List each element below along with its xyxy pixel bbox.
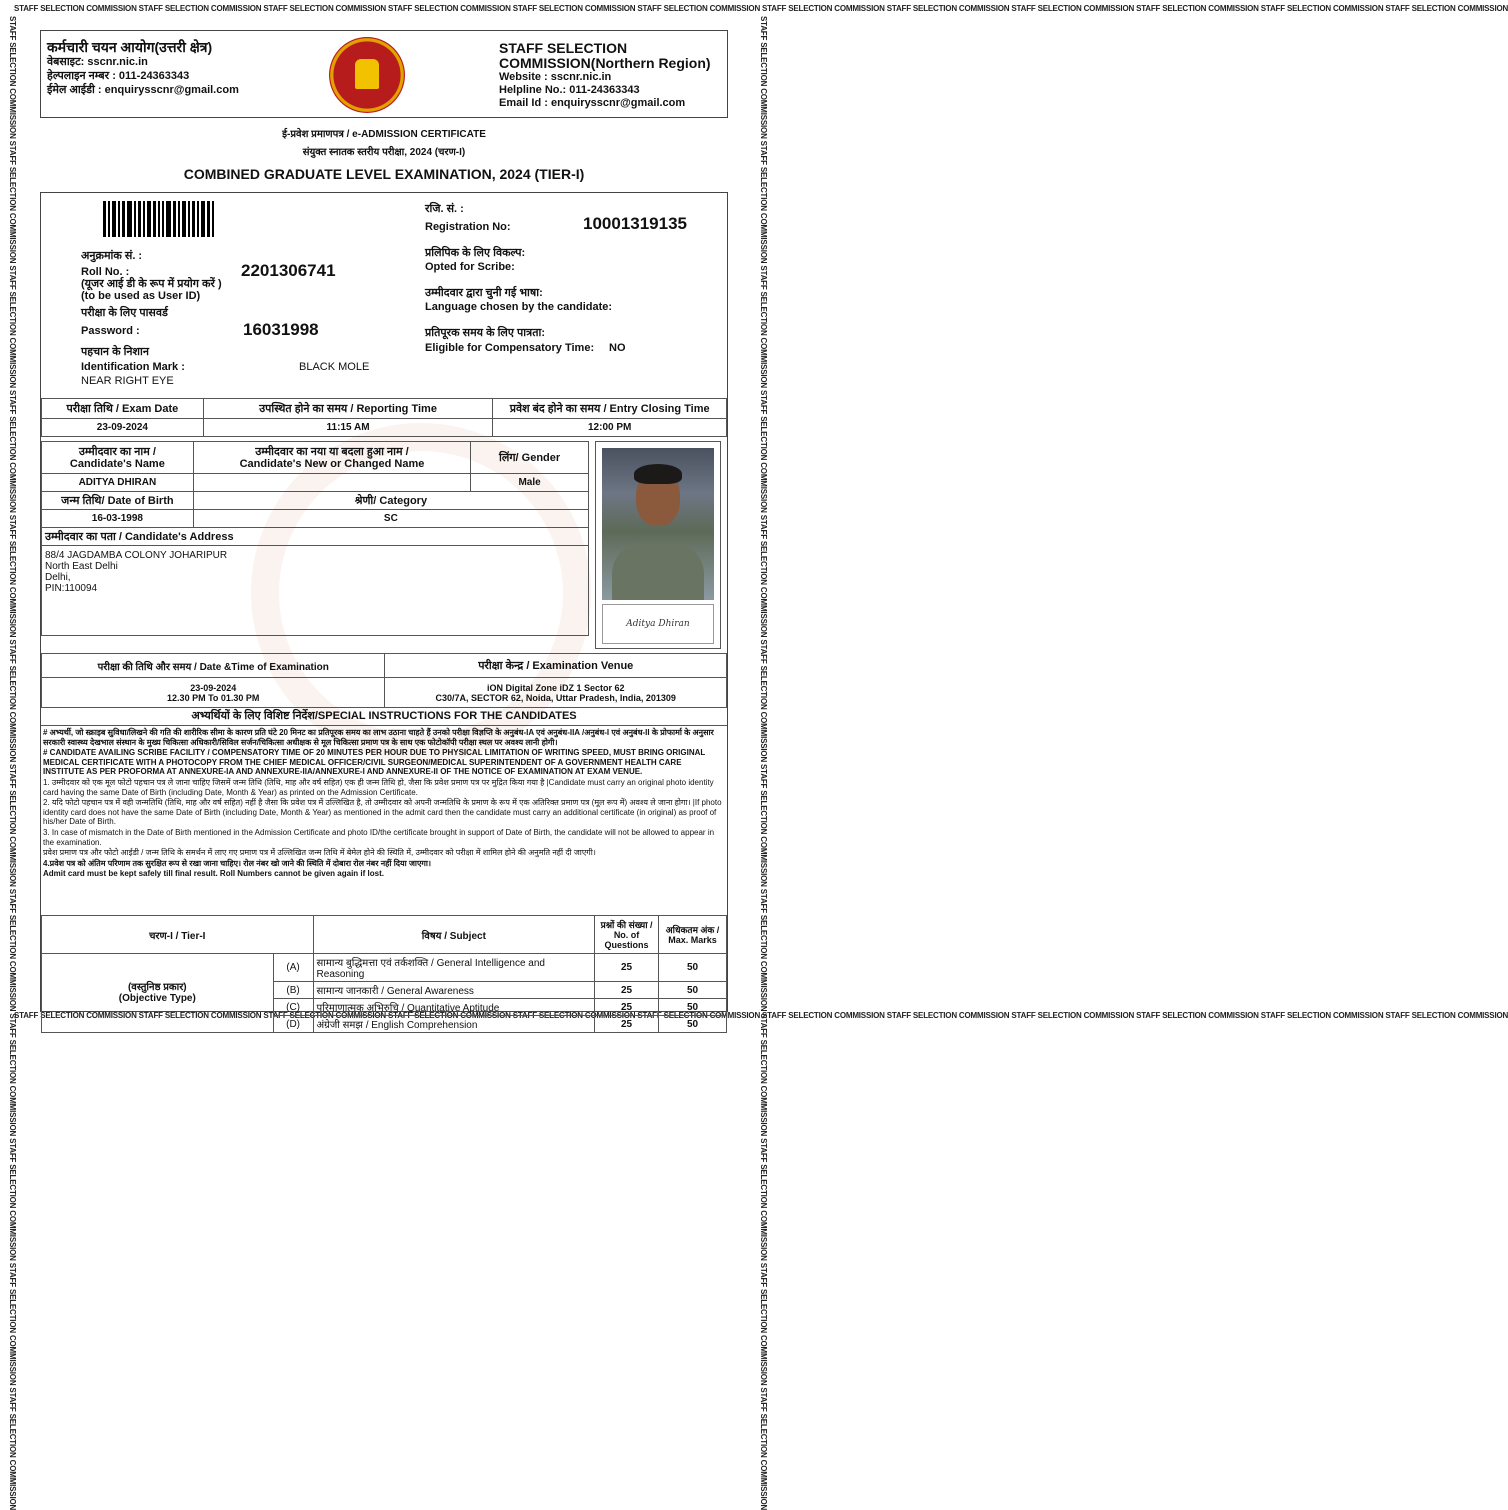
subject-code: (C) [273, 999, 313, 1016]
candidate-photo [602, 448, 714, 600]
name-header [42, 442, 194, 474]
roll-label-hi: अनुक्रमांक सं. : [81, 250, 143, 262]
website-en: Website : sscnr.nic.in [499, 71, 612, 83]
org-name-en-2: COMMISSION(Northern Region) [499, 55, 711, 71]
exam-title-en: COMBINED GRADUATE LEVEL EXAMINATION, 2024 (TIER-I) [183, 166, 585, 182]
subject-name: परिमाणात्मक अभिरुचि / Quantitative Aptitude [313, 999, 595, 1016]
header-english [499, 41, 724, 110]
subject-code: (B) [273, 982, 313, 999]
email-hi: ईमेल आईडी : enquiryssсnr@gmail.com [47, 84, 239, 96]
instruction-scribe-en: # CANDIDATE AVAILING SCRIBE FACILITY / COMPENSATORY TIME OF 20 MINUTES PER HOUR DUE TO PHYSICAL LIMITATION OF WRITING SPEED, MUST BRING ORIGINAL MEDICAL CERTIFICATE WITH A PHOTOCOPY FROM THE CHIEF MEDICAL OFFICER/CIVIL SURGEON/MEDICAL SUPERINTENDENT OF A GOVERNMENT HEALTH CARE INSTITUTE AS PER PROFORMA AT ANNEXURE-IA AND ANNEXURE-IIA/ANNEXURE-I AND ANNEXURE-II OF THE NOTICE OF EXAMINATION AT EXAM VENUE. [43, 748, 706, 777]
border-text-right: STAFF SELECTION COMMISSION STAFF SELECTION COMMISSION STAFF SELECTION COMMISSION STAFF SELECTION COMMISSION STAFF SELECTION COMMISSION STAFF SELECTION COMMISSION STAFF SELECTION COMMISSION STAFF SELECTION COMMISSION STAFF SELECTION COMMISSION STAFF SELECTION COMMISSION STAFF SELECTION COMMISSION STAFF SELECTION COMMISSION [759, 16, 768, 1510]
address-line-3: Delhi, [45, 572, 71, 583]
max-marks-header [659, 916, 727, 954]
instructions-block [43, 728, 725, 880]
max-marks-header-hi: अधिकतम अंक / [665, 924, 720, 935]
address-line-2: North East Delhi [45, 561, 118, 572]
questions-header-en-1: No. of [613, 929, 640, 940]
exam-schedule-table [41, 398, 727, 437]
instruction-3: 3. In case of mismatch in the Date of Birth mentioned in the Admission Certificate and photo ID/the certificate brought in support of Date of Birth, the candidate will not be allowed to appear in the examination. [43, 827, 715, 847]
new-name-header [193, 442, 470, 474]
subject-questions: 25 [595, 954, 659, 982]
border-text-left: STAFF SELECTION COMMISSION STAFF SELECTION COMMISSION STAFF SELECTION COMMISSION STAFF SELECTION COMMISSION STAFF SELECTION COMMISSION STAFF SELECTION COMMISSION STAFF SELECTION COMMISSION STAFF SELECTION COMMISSION STAFF SELECTION COMMISSION STAFF SELECTION COMMISSION STAFF SELECTION COMMISSION STAFF SELECTION COMMISSION [8, 16, 17, 1510]
new-name-value [193, 474, 470, 492]
instruction-4-hi: 4.प्रवेश पत्र को अंतिम परिणाम तक सुरक्षित रूप से रखा जाना चाहिए। रोल नंबर खो जाने की स्थिति में दोबारा रोल नंबर नहीं दिया जाएगा। [43, 858, 432, 868]
candidate-signature: Aditya Dhiran [602, 604, 714, 644]
subjects-table [41, 915, 727, 1033]
reporting-time-value: 11:15 AM [203, 419, 493, 437]
org-name-hi: कर्मचारी चयन आयोग(उत्तरी क्षेत्र) [47, 39, 213, 55]
exam-date-header: परीक्षा तिथि / Exam Date [42, 399, 204, 419]
exam-date-value: 23-09-2024 [42, 419, 204, 437]
email-en: Email Id : enquiryssсnr@gmail.com [499, 97, 686, 109]
candidate-name-value: ADITYA DHIRAN [42, 474, 194, 492]
max-marks-header-en: Max. Marks [668, 934, 717, 945]
venue-table [41, 653, 727, 708]
dob-header: जन्म तिथि/ Date of Birth [42, 492, 194, 510]
name-header-hi: उम्मीदवार का नाम / [78, 445, 156, 458]
objective-type-en: (Objective Type) [118, 993, 196, 1004]
address-line-1: 88/4 JAGDAMBA COLONY JOHARIPUR [45, 550, 228, 561]
venue-value [385, 678, 727, 708]
header-box [40, 30, 728, 118]
objective-type-cell [42, 954, 274, 1033]
border-text-bottom: STAFF SELECTION COMMISSION STAFF SELECTION COMMISSION STAFF SELECTION COMMISSION STAFF SELECTION COMMISSION STAFF SELECTION COMMISSION STAFF SELECTION COMMISSION STAFF SELECTION COMMISSION STAFF SELECTION COMMISSION STAFF SELECTION COMMISSION STAFF SELECTION COMMISSION STAFF SELECTION COMMISSION STAFF SELECTION COMMISSION [14, 1011, 1508, 1020]
exam-datetime-header: परीक्षा की तिथि और समय / Date &Time of Examination [42, 654, 385, 678]
address-header: उम्मीदवार का पता / Candidate's Address [42, 528, 589, 546]
new-name-header-en: Candidate's New or Changed Name [239, 457, 425, 470]
password-label-hi: परीक्षा के लिए पासवर्ड [81, 307, 168, 319]
subject-max-marks: 50 [659, 1016, 727, 1033]
reg-label-hi: रजि. सं. : [425, 203, 464, 215]
category-header: श्रेणी/ Category [193, 492, 588, 510]
gender-header: लिंग/ Gender [471, 442, 589, 474]
idmark-label-en: Identification Mark : [81, 361, 185, 373]
comp-time-label-hi: प्रतिपूरक समय के लिए पात्रता: [425, 327, 545, 339]
subject-questions: 25 [595, 982, 659, 999]
roll-number: 2201306741 [241, 261, 336, 280]
subject-name: सामान्य जानकारी / General Awareness [313, 982, 595, 999]
instruction-4-en: Admit card must be kept safely till final result. Roll Numbers cannot be given again if lost. [43, 869, 384, 879]
exam-datetime-value [42, 678, 385, 708]
new-name-header-hi: उम्मीदवार का नया या बदला हुआ नाम / [255, 445, 409, 458]
venue-line-1: iON Digital Zone iDZ 1 Sector 62 [486, 682, 625, 693]
subject-code: (A) [273, 954, 313, 982]
dob-value: 16-03-1998 [42, 510, 194, 528]
roll-note-hi: (यूजर आई डी के रूप में प्रयोग करें ) [81, 278, 222, 290]
exam-date: 23-09-2024 [190, 682, 237, 693]
questions-header-hi: प्रश्नों की संख्या / [600, 919, 653, 930]
questions-header [595, 916, 659, 954]
candidate-details-table [41, 441, 589, 636]
subject-name: अंग्रेजी समझ / English Comprehension [313, 1016, 595, 1033]
certificate-body [40, 192, 728, 1031]
idmark-label-hi: पहचान के निशान [81, 346, 149, 358]
certificate-titles [0, 126, 768, 182]
barcode-icon [103, 201, 293, 237]
subject-max-marks: 50 [659, 999, 727, 1016]
roll-note-en: (to be used as User ID) [81, 290, 201, 302]
entry-closing-value: 12:00 PM [493, 419, 727, 437]
comp-time-value: NO [609, 342, 626, 354]
tier-header: चरण-I / Tier-I [42, 916, 314, 954]
reg-label-en: Registration No: [425, 221, 511, 233]
subject-questions: 25 [595, 999, 659, 1016]
subject-name: सामान्य बुद्धिमत्ता एवं तर्कशक्ति / General Intelligence and Reasoning [313, 954, 595, 982]
header-hindi [47, 39, 317, 97]
roll-label-en: Roll No. : [81, 266, 130, 278]
helpline-hi: हेल्पलाइन नम्बर : 011-24363343 [47, 70, 190, 82]
subject-max-marks: 50 [659, 982, 727, 999]
instruction-scribe-hi: # अभ्यर्थी, जो स्क्राइब सुविधा/लिखने की गति की शारीरिक सीमा के कारण प्रति घंटे 20 मिनट का प्रतिपूरक समय का लाभ उठाना चाहते हैं उनको परीक्षा विज्ञप्ति के अनुबंध-IA एवं अनुबंध-IIA /अनुबंध-I एवं अनुबंध-II के प्रोफार्मा के अनुसार सरकारी स्वास्थ्य देखभाल संस्थान के मुख्य चिकित्सा अधिकारी/सिविल सर्जन/चिकित्सा अधीक्षक से मूल चिकित्सा प्रमाण पत्र के साथ एक फोटोकॉपी परीक्षा स्थल पर अवश्य लानी होगी। [43, 728, 714, 747]
category-value: SC [193, 510, 588, 528]
scribe-label-hi: प्रलिपिक के लिए विकल्प: [425, 247, 526, 259]
exam-time: 12.30 PM To 01.30 PM [167, 692, 260, 703]
entry-closing-header: प्रवेश बंद होने का समय / Entry Closing Time [493, 399, 727, 419]
subject-header: विषय / Subject [313, 916, 595, 954]
password-label-en: Password : [81, 325, 140, 337]
helpline-en: Helpline No.: 011-24363343 [499, 84, 640, 96]
instruction-1: 1. उम्मीदवार को एक मूल फोटो पहचान पत्र ले जाना चाहिए जिसमें जन्म तिथि (तिथि, माह और वर्ष सहित) एक ही जन्म तिथि हो, जैसा कि प्रवेश प्रमाण पत्र पर मुद्रित किया गया है |Candidate must carry an original photo identity card having the same Date of Birth (including Date, Month & Year) as printed on the Admission Certificate. [43, 777, 714, 797]
instruction-3-hi: प्रवेश प्रमाण पत्र और फोटो आईडी / जन्म तिथि के समर्थन में लाए गए प्रमाण पत्र में उल्लिखित जन्म तिथि में बेमेल होने की स्थिति में, उम्मीदवार को परीक्षा में शामिल होने की अनुमति नहीं दी जाएगी। [43, 848, 596, 858]
address-value [42, 546, 589, 636]
idmark-extra: NEAR RIGHT EYE [81, 375, 174, 387]
subject-code: (D) [273, 1016, 313, 1033]
gender-value: Male [471, 474, 589, 492]
questions-header-en-2: Questions [604, 939, 649, 950]
password-value: 16031998 [243, 320, 319, 339]
language-label-en: Language chosen by the candidate: [425, 301, 613, 313]
name-header-en: Candidate's Name [69, 457, 165, 470]
admission-title: ई-प्रवेश प्रमाणपत्र / e-ADMISSION CERTIFICATE [282, 129, 486, 140]
reporting-time-header: उपस्थित होने का समय / Reporting Time [203, 399, 493, 419]
table-row [42, 954, 727, 982]
instruction-2: 2. यदि फोटो पहचान पत्र में वही जन्मतिथि (तिथि, माह और वर्ष सहित) नहीं है जैसा कि प्रवेश पत्र में उल्लिखित है, तो उम्मीदवार को अपनी जन्मतिथि के प्रमाण के रूप में एक अतिरिक्त प्रमाण पत्र (मूल रूप में) अवश्य ले जाना होगा। |If photo identity card does not have the same Date of Birth (including Date, Month & Year) as mentioned in the admit card then the candidate must carry an additional certificate (in original) as proof of his/her Date of Birth. [43, 798, 722, 827]
objective-type-hi: (वस्तुनिष्ठ प्रकार) [127, 982, 187, 993]
address-line-4: PIN:110094 [45, 583, 98, 594]
org-name-en-1: STAFF SELECTION [499, 40, 628, 56]
comp-time-label-en: Eligible for Compensatory Time: [425, 342, 595, 354]
border-text-top: STAFF SELECTION COMMISSION STAFF SELECTION COMMISSION STAFF SELECTION COMMISSION STAFF SELECTION COMMISSION STAFF SELECTION COMMISSION STAFF SELECTION COMMISSION STAFF SELECTION COMMISSION STAFF SELECTION COMMISSION STAFF SELECTION COMMISSION STAFF SELECTION COMMISSION STAFF SELECTION COMMISSION STAFF SELECTION COMMISSION [14, 4, 1508, 13]
idmark-value: BLACK MOLE [299, 361, 370, 373]
venue-line-2: C30/7A, SECTOR 62, Noida, Uttar Pradesh, India, 201309 [435, 692, 676, 703]
candidate-photo-frame [595, 441, 721, 649]
registration-number: 10001319135 [583, 214, 688, 233]
subject-max-marks: 50 [659, 954, 727, 982]
scribe-label-en: Opted for Scribe: [425, 261, 515, 273]
venue-header: परीक्षा केन्द्र / Examination Venue [385, 654, 727, 678]
subject-questions: 25 [595, 1016, 659, 1033]
instructions-title: अभ्यर्थियों के लिए विशिष्ट निर्देश/SPECIAL INSTRUCTIONS FOR THE CANDIDATES [41, 707, 727, 726]
exam-title-hi: संयुक्त स्नातक स्तरीय परीक्षा, 2024 (चरण-I) [302, 147, 466, 158]
language-label-hi: उम्मीदवार द्वारा चुनी गई भाषा: [425, 287, 543, 299]
ssc-emblem-icon [329, 37, 405, 113]
website-hi: वेबसाइट: sscnr.nic.in [47, 56, 148, 68]
